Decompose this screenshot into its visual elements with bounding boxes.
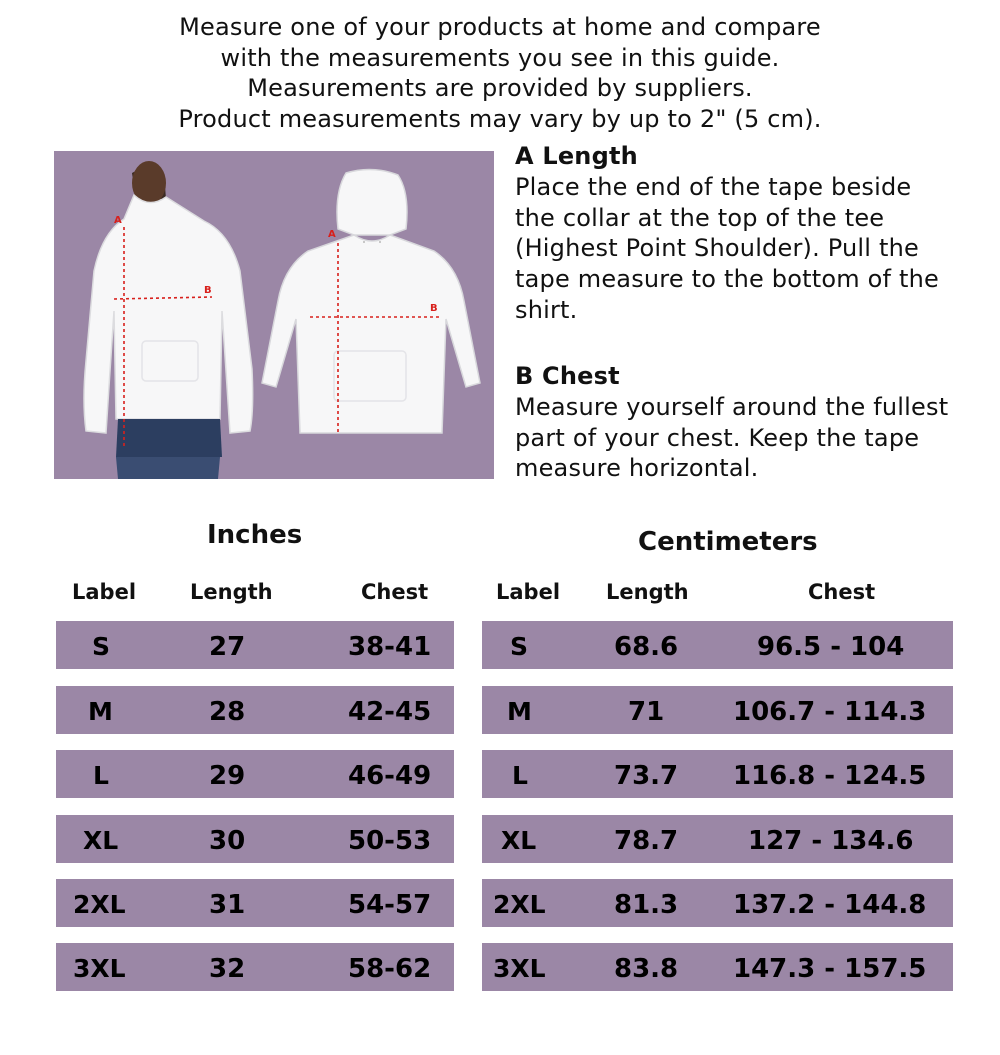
inches-chest-value: 42-45: [348, 697, 432, 727]
inches-col-chest: Chest: [361, 580, 429, 604]
inches-row: [56, 815, 454, 863]
inches-chest-value: 54-57: [348, 890, 432, 920]
inches-size-label: L: [93, 761, 109, 790]
marker-a-label: A: [328, 229, 336, 240]
hoodie-illustration: [54, 151, 494, 479]
cm-length-value: 83.8: [614, 954, 679, 984]
cm-chest-value: 137.2 - 144.8: [733, 890, 927, 920]
cm-row: [482, 879, 953, 927]
inches-chest-value: 50-53: [348, 826, 432, 856]
inches-length-value: 30: [209, 826, 246, 856]
cm-row: [482, 686, 953, 734]
intro-line: Measure one of your products at home and compare: [179, 13, 821, 41]
marker-b-label: B: [204, 285, 212, 296]
inches-table-title: Inches: [207, 520, 303, 550]
cm-row: [482, 621, 953, 669]
inches-chest-value: 46-49: [348, 761, 432, 791]
inches-row: [56, 943, 454, 991]
inches-length-value: 31: [209, 890, 246, 920]
inches-row: [56, 621, 454, 669]
length-text-line: shirt.: [515, 295, 578, 324]
centimeters-table-title: Centimeters: [638, 527, 818, 557]
measurement-photo: [54, 151, 494, 479]
length-heading: A Length: [515, 142, 638, 170]
flat-hoodie: [262, 169, 480, 433]
model-hoodie-front: [84, 161, 253, 479]
inches-col-label: Label: [72, 580, 137, 604]
inches-size-label: 2XL: [73, 890, 126, 919]
intro-text: [0, 12, 1000, 134]
inches-size-label: XL: [83, 826, 119, 855]
cm-length-value: 73.7: [614, 761, 679, 791]
length-text-line: Place the end of the tape beside: [515, 172, 912, 201]
intro-line: Measurements are provided by suppliers.: [247, 74, 753, 102]
length-text-line: (Highest Point Shoulder). Pull the: [515, 234, 919, 263]
length-description: [515, 141, 985, 326]
cm-length-value: 81.3: [614, 890, 679, 920]
cm-size-label: XL: [501, 826, 537, 855]
cm-row: [482, 750, 953, 798]
cm-length-value: 78.7: [614, 826, 679, 856]
inches-length-value: 27: [209, 632, 246, 662]
inches-row: [56, 750, 454, 798]
intro-line: with the measurements you see in this guide.: [220, 43, 780, 72]
cm-chest-value: 127 - 134.6: [748, 826, 914, 856]
cm-chest-value: 96.5 - 104: [757, 632, 905, 662]
cm-row: [482, 815, 953, 863]
cm-size-label: 3XL: [493, 954, 546, 983]
cm-row: [482, 943, 953, 991]
cm-size-label: L: [512, 761, 528, 790]
inches-length-value: 32: [209, 954, 246, 984]
cm-col-label: Label: [496, 580, 561, 604]
chest-description: [515, 361, 985, 484]
cm-chest-value: 147.3 - 157.5: [733, 954, 927, 984]
cm-size-label: M: [507, 697, 532, 726]
inches-size-label: S: [92, 632, 111, 661]
inches-chest-value: 38-41: [348, 632, 432, 662]
length-text-line: the collar at the top of the tee: [515, 203, 885, 232]
inches-col-length: Length: [190, 580, 273, 604]
chest-heading: B Chest: [515, 362, 620, 390]
cm-length-value: 68.6: [614, 632, 679, 662]
cm-size-label: S: [510, 632, 529, 661]
inches-size-label: M: [88, 697, 113, 726]
chest-text-line: Measure yourself around the fullest: [515, 392, 949, 421]
cm-chest-value: 116.8 - 124.5: [733, 761, 927, 791]
intro-line: Product measurements may vary by up to 2" (5 cm).: [178, 104, 822, 133]
inches-length-value: 29: [209, 761, 246, 791]
chest-text-line: measure horizontal.: [515, 454, 759, 483]
cm-col-length: Length: [606, 580, 689, 604]
cm-size-label: 2XL: [493, 890, 546, 919]
inches-length-value: 28: [209, 697, 246, 727]
inches-chest-value: 58-62: [348, 954, 432, 984]
length-text-line: tape measure to the bottom of the: [515, 265, 939, 294]
marker-b-label: B: [430, 303, 438, 314]
marker-a-label: A: [114, 215, 122, 226]
cm-chest-value: 106.7 - 114.3: [733, 697, 927, 727]
cm-col-chest: Chest: [808, 580, 876, 604]
inches-size-label: 3XL: [73, 954, 126, 983]
inches-row: [56, 686, 454, 734]
cm-length-value: 71: [628, 697, 665, 727]
chest-text-line: part of your chest. Keep the tape: [515, 423, 920, 452]
inches-row: [56, 879, 454, 927]
